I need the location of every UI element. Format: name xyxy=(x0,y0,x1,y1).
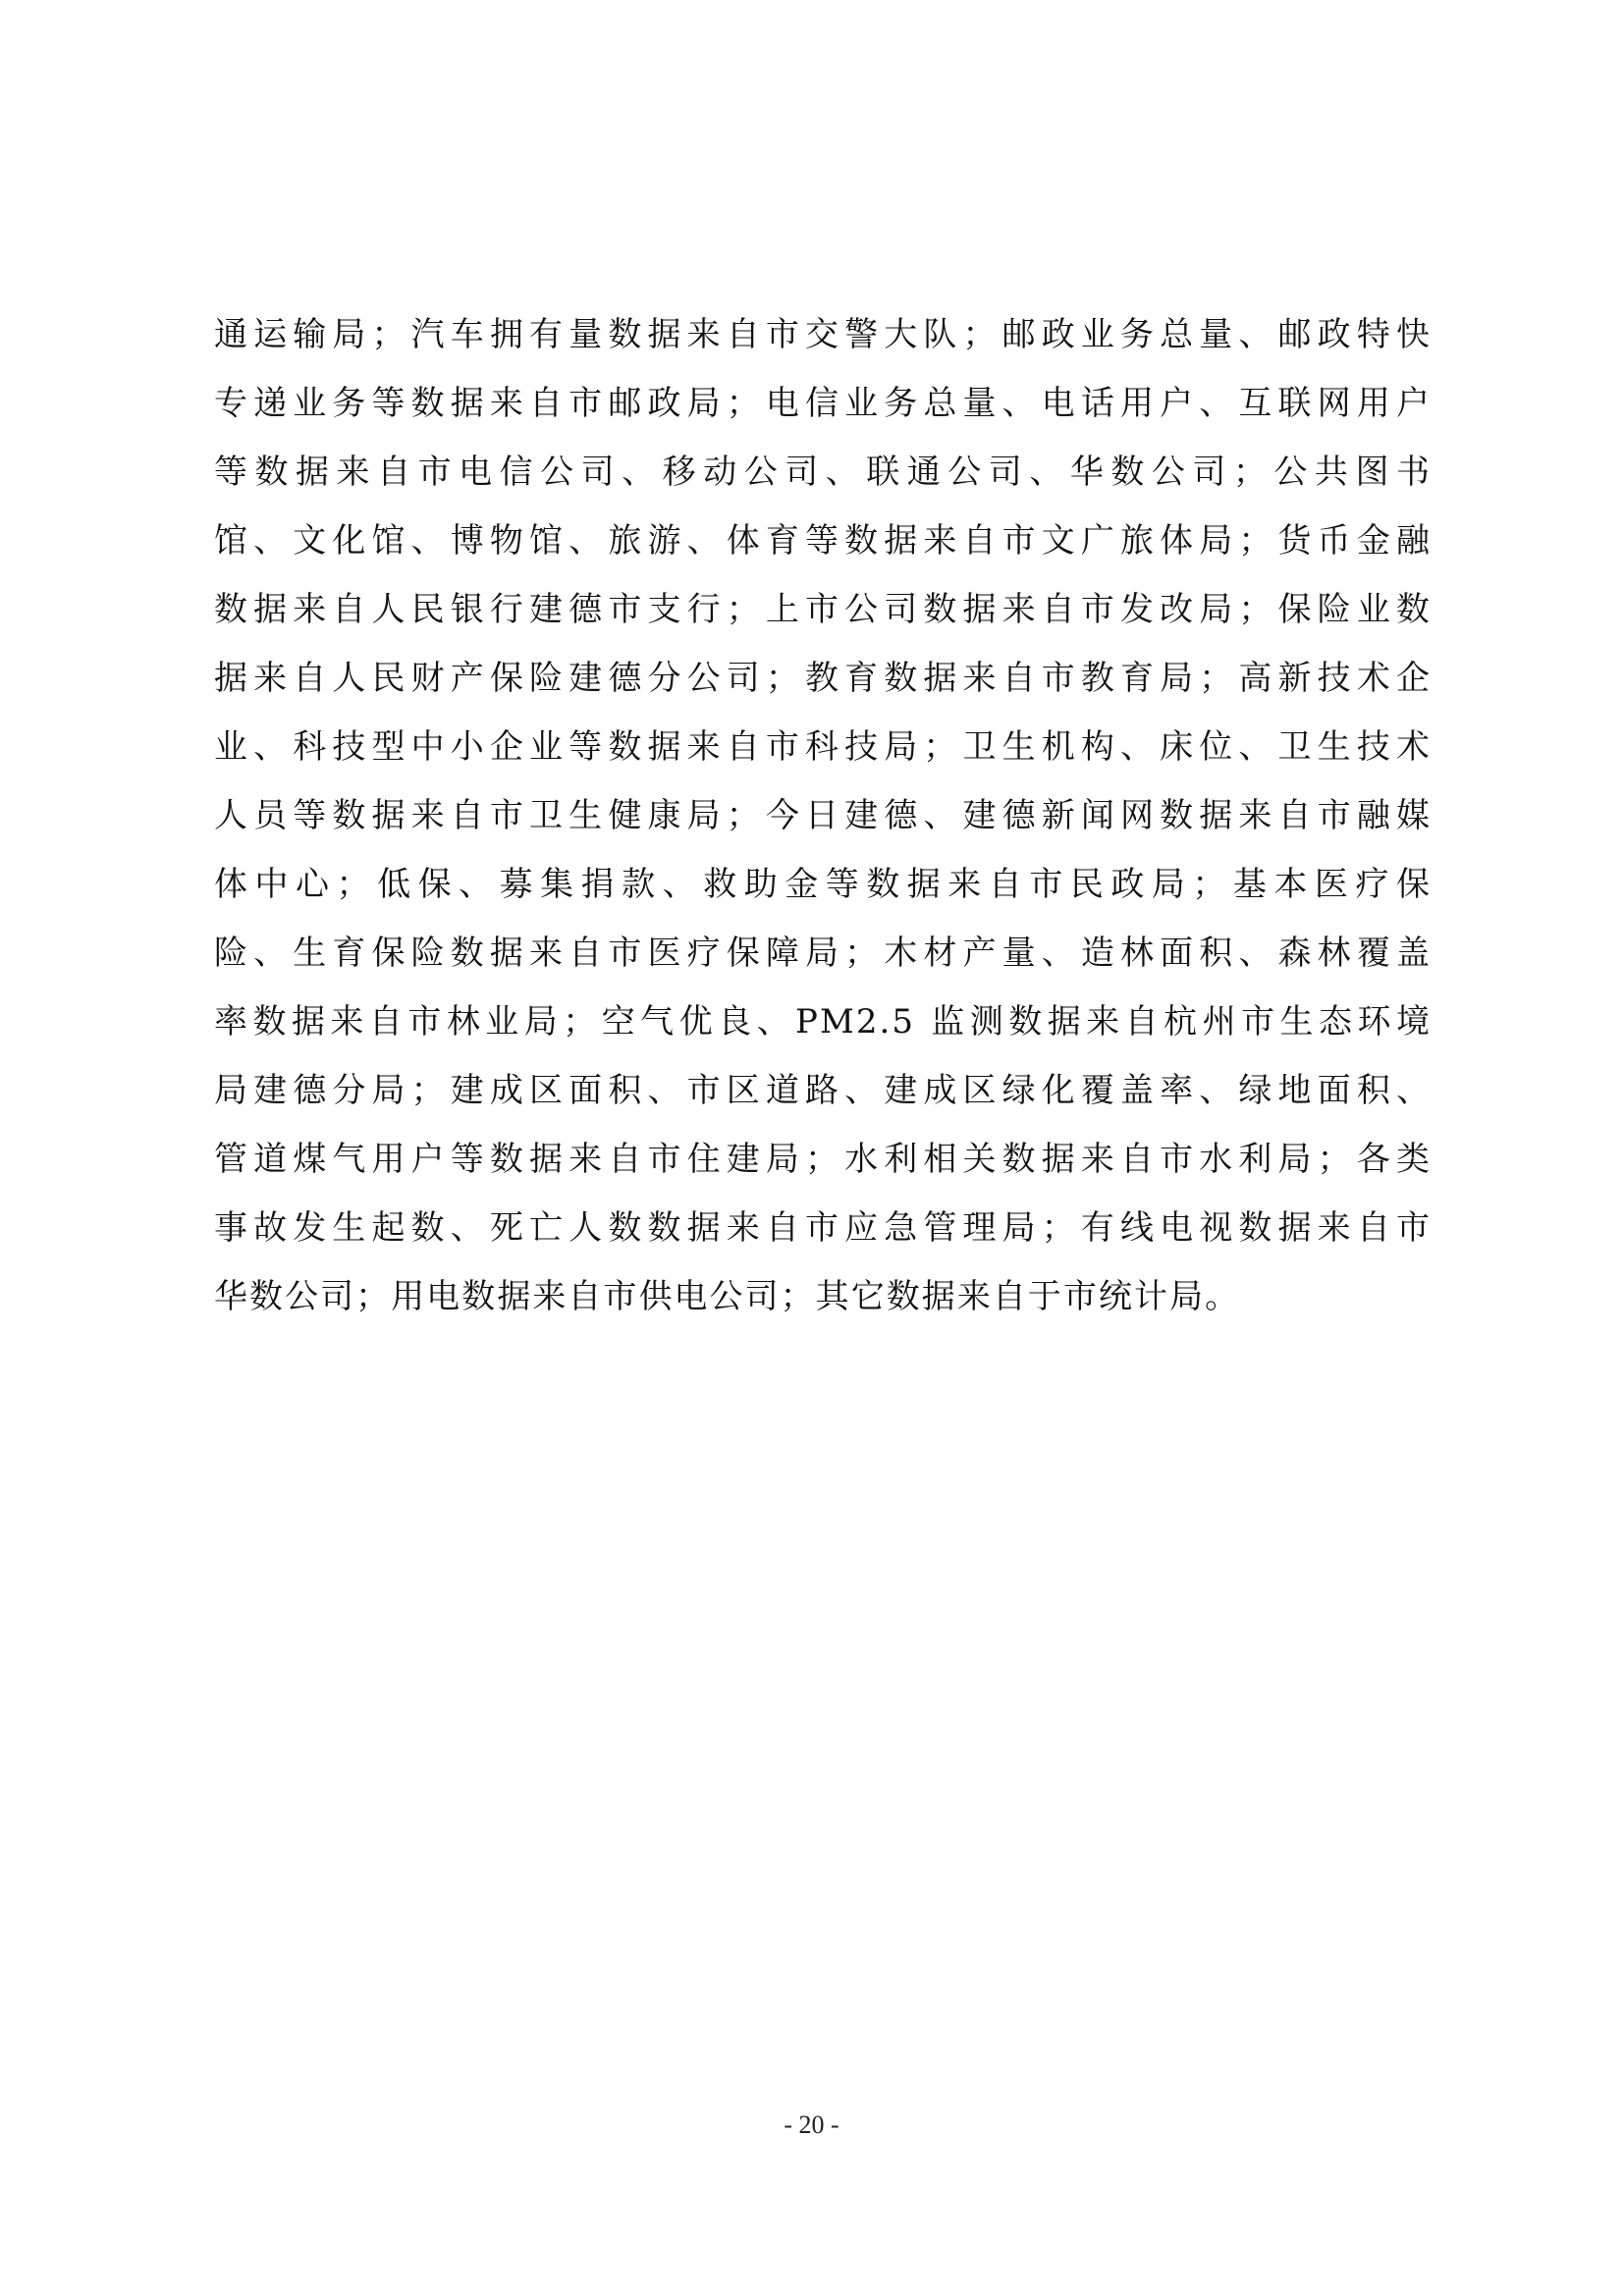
paragraph-line-10: 险、生育保险数据来自市医疗保障局；木材产量、造林面积、森林覆盖 xyxy=(214,934,1432,973)
paragraph-line-14: 事故发生起数、死亡人数数据来自市应急管理局；有线电视数据来自市 xyxy=(214,1208,1432,1248)
paragraph-line-13: 管道煤气用户等数据来自市住建局；水利相关数据来自市水利局；各类 xyxy=(214,1140,1432,1179)
paragraph-line-5: 数据来自人民银行建德市支行；上市公司数据来自市发改局；保险业数 xyxy=(214,590,1432,629)
paragraph-line-7: 业、科技型中小企业等数据来自市科技局；卫生机构、床位、卫生技术 xyxy=(214,727,1432,767)
paragraph-line-11: 率数据来自市林业局；空气优良、PM2.5 监测数据来自杭州市生态环境 xyxy=(214,1002,1432,1041)
paragraph-line-4: 馆、文化馆、博物馆、旅游、体育等数据来自市文广旅体局；货币金融 xyxy=(214,521,1432,561)
paragraph-line-3: 等数据来自市电信公司、移动公司、联通公司、华数公司；公共图书 xyxy=(214,453,1432,492)
page-number: - 20 - xyxy=(784,2110,839,2139)
paragraph-line-15: 华数公司；用电数据来自市供电公司；其它数据来自于市统计局。 xyxy=(214,1277,1241,1316)
paragraph-line-12: 局建德分局；建成区面积、市区道路、建成区绿化覆盖率、绿地面积、 xyxy=(214,1071,1432,1110)
paragraph-line-9: 体中心；低保、募集捐款、救助金等数据来自市民政局；基本医疗保 xyxy=(214,865,1432,904)
paragraph-line-2: 专递业务等数据来自市邮政局；电信业务总量、电话用户、互联网用户 xyxy=(214,384,1432,423)
paragraph-line-1: 通运输局；汽车拥有量数据来自市交警大队；邮政业务总量、邮政特快 xyxy=(214,315,1432,354)
paragraph-line-6: 据来自人民财产保险建德分公司；教育数据来自市教育局；高新技术企 xyxy=(214,659,1432,698)
body-paragraph xyxy=(214,300,1432,1331)
paragraph-line-8: 人员等数据来自市卫生健康局；今日建德、建德新闻网数据来自市融媒 xyxy=(214,796,1432,835)
